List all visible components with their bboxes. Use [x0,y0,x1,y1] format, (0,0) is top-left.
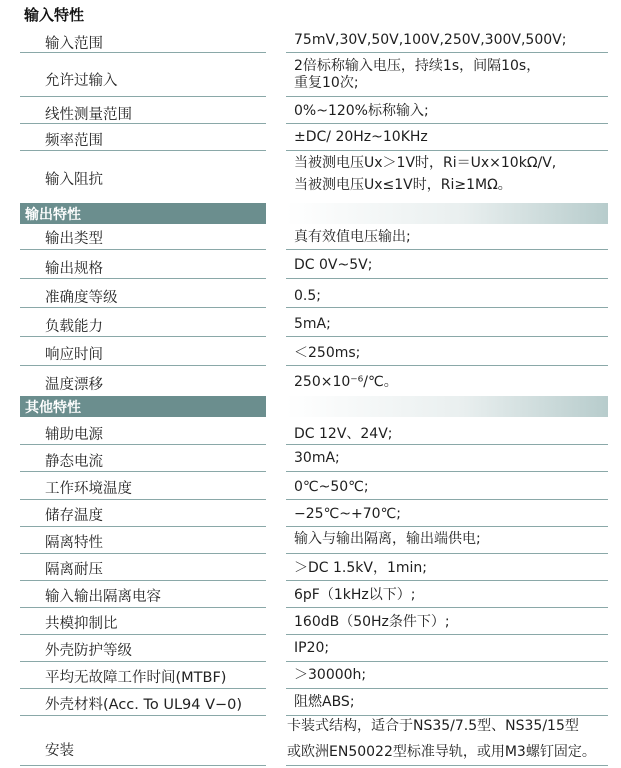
row-label: 安装 [45,743,74,759]
row-label: 工作环境温度 [45,481,132,497]
row-divider [286,123,608,124]
row-value: 卡装式结构，适合于NS35/7.5型、NS35/15型 [287,718,579,734]
row-value: DC 12V、24V; [294,426,393,442]
row-divider [286,96,608,97]
row-divider [286,278,608,279]
row-divider [20,715,266,716]
row-label: 线性测量范围 [45,107,132,123]
row-divider [20,688,266,689]
row-value: ＞DC 1.5kV，1min; [294,560,427,576]
row-label: 输出类型 [45,231,103,247]
row-label: 外壳材料(Acc. To UL94 V−0) [45,697,243,713]
row-label: 温度漂移 [45,377,103,393]
row-divider [20,52,266,53]
section-title-input: 输入特性 [24,6,85,24]
row-divider [20,123,266,124]
section-header-fill [286,396,608,417]
row-label: 输入输出隔离电容 [45,589,161,605]
row-divider [286,444,608,445]
row-divider [286,661,608,662]
row-value: 0.5; [294,288,321,304]
row-divider [20,499,266,500]
section-title-output: 输出特性 [25,207,81,223]
row-divider [20,150,266,151]
row-divider [20,526,266,527]
row-value: −25℃~+70℃; [294,506,401,522]
row-divider [20,765,266,766]
row-value: DC 0V~5V; [294,257,373,273]
row-divider [286,526,608,527]
row-value: 160dB（50Hz条件下）; [294,614,450,630]
row-value: 75mV,30V,50V,100V,250V,300V,500V; [294,32,567,48]
row-value: 阻燃ABS; [294,694,355,710]
row-label: 静态电流 [45,454,103,470]
row-value: 2倍标称输入电压，持续1s，间隔10s， [294,58,541,74]
row-label: 辅助电源 [45,427,103,443]
row-label: 隔离特性 [45,535,103,551]
row-value: 30mA; [294,450,340,466]
row-label: 频率范围 [45,133,103,149]
row-value: 5mA; [294,316,331,332]
row-label: 输入范围 [45,36,103,52]
row-value: 250×10⁻⁶/℃。 [294,374,398,390]
row-value: IP20; [294,640,330,656]
row-divider [20,336,266,337]
row-label: 共模抑制比 [45,616,118,632]
row-value: ＜250ms; [294,345,361,361]
row-divider [286,52,608,53]
row-value: 当被测电压Ux＞1V时，Ri＝Ux×10kΩ/V, [294,155,557,171]
row-divider [286,607,608,608]
row-label: 外壳防护等级 [45,643,132,659]
section-title-other: 其他特性 [25,400,81,416]
row-divider [286,715,608,716]
row-divider [286,336,608,337]
row-divider [20,444,266,445]
row-divider [286,471,608,472]
row-divider [286,249,608,250]
row-value: 真有效值电压输出; [294,229,411,245]
row-divider [20,307,266,308]
row-value: 0%~120%标称输入; [294,103,429,119]
row-value: 重复10次; [294,75,359,91]
row-label: 准确度等级 [45,290,118,306]
row-divider [286,553,608,554]
row-divider [286,765,608,766]
section-header-other [20,396,266,417]
row-divider [20,580,266,581]
row-label: 允许过输入 [45,73,118,89]
row-divider [20,365,266,366]
row-value: 当被测电压Ux≤1V时，Ri≥1MΩ。 [294,177,512,193]
row-divider [20,634,266,635]
section-header-output [20,203,266,224]
row-divider [286,307,608,308]
section-header-fill [286,203,608,224]
row-divider [286,580,608,581]
row-divider [20,661,266,662]
row-value: ＞30000h; [294,667,367,683]
row-value: 输入与输出隔离，输出端供电; [294,531,481,547]
row-value: 0℃~50℃; [294,479,369,495]
row-label: 响应时间 [45,347,103,363]
row-label: 输出规格 [45,261,103,277]
row-label: 隔离耐压 [45,562,103,578]
row-divider [20,96,266,97]
row-divider [20,278,266,279]
row-divider [286,688,608,689]
row-divider [20,553,266,554]
row-divider [286,150,608,151]
row-label: 储存温度 [45,508,103,524]
row-label: 输入阻抗 [45,172,103,188]
row-divider [286,499,608,500]
row-value: ±DC/ 20Hz~10KHz [294,129,428,145]
row-label: 平均无故障工作时间(MTBF) [45,670,227,686]
row-value: 或欧洲EN50022型标准导轨，或用M3螺钉固定。 [287,744,596,760]
row-divider [286,634,608,635]
row-divider [20,471,266,472]
row-divider [20,607,266,608]
row-divider [286,365,608,366]
row-label: 负载能力 [45,319,103,335]
row-value: 6pF（1kHz以下）; [294,587,416,603]
row-divider [20,249,266,250]
